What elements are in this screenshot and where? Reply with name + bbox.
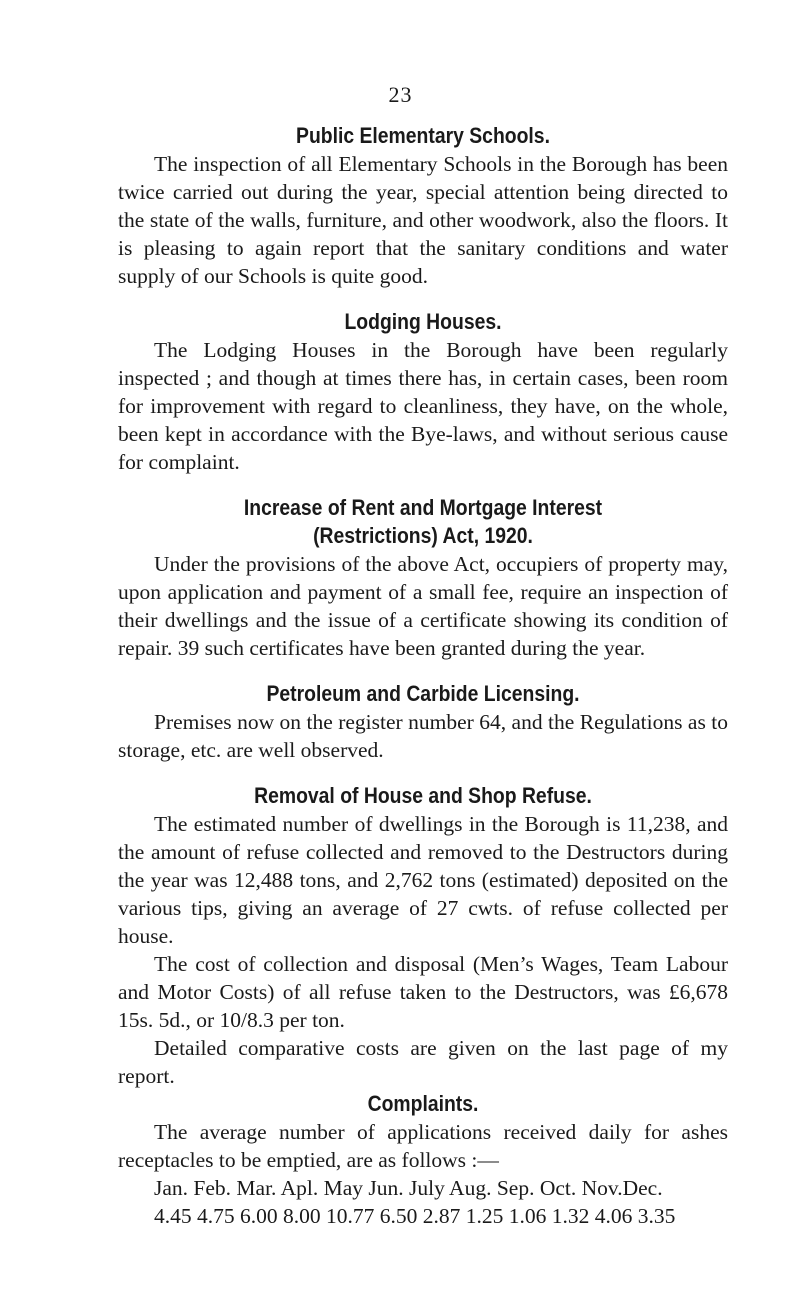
section-title-refuse: Removal of House and Shop Refuse. <box>254 783 592 808</box>
paragraph-schools: The inspection of all Elementary Schools in the Borough has been twice carried out during the year, special attention being directed to the state of the walls, furniture, and other woodwork, also the floors. It is pleasing to again report that the sanitary conditions and water supply of our Schools is quite good. <box>118 152 728 288</box>
complaints-values-row: 4.45 4.75 6.00 8.00 10.77 6.50 2.87 1.25 1.06 1.32 4.06 3.35 <box>154 1204 676 1228</box>
section-title-rent-act-line2: (Restrictions) Act, 1920. <box>313 523 533 548</box>
paragraph-refuse-2: The cost of collection and disposal (Men’s Wages, Team Labour and Motor Costs) of all refuse taken to the Destructors, was £6,678 15s. 5d., or 10/8.3 per ton. <box>118 952 728 1032</box>
complaints-months-row: Jan. Feb. Mar. Apl. May Jun. July Aug. Sep. Oct. Nov.Dec. <box>154 1176 663 1200</box>
section-title-lodging: Lodging Houses. <box>344 309 502 334</box>
document-body <box>118 122 728 1230</box>
section-title-petroleum: Petroleum and Carbide Licensing. <box>266 681 580 706</box>
section-title-rent-act: Increase of Rent and Mortgage Interest <box>243 495 603 520</box>
paragraph-refuse-1: The estimated number of dwellings in the Borough is 11,238, and the amount of refuse collected and removed to the Destructors during the year was 12,488 tons, and 2,762 tons (estimated) deposited on the various tips, giving an average of 27 cwts. of refuse collected per house. <box>118 812 728 948</box>
paragraph-petroleum: Premises now on the register number 64, and the Regulations as to storage, etc. are well observed. <box>118 710 728 762</box>
paragraph-rent-act: Under the provisions of the above Act, occupiers of property may, upon application and payment of a small fee, require an inspection of their dwellings and the issue of a certificate showing its condition of repair. 39 such certificates have been granted during the year. <box>118 552 728 660</box>
page-number: 23 <box>388 82 413 107</box>
section-title-schools: Public Elementary Schools. <box>296 123 550 148</box>
section-title-complaints: Complaints. <box>367 1091 479 1116</box>
paragraph-complaints: The average number of applications received daily for ashes receptacles to be emptied, are as follows :— <box>118 1120 728 1172</box>
paragraph-refuse-3: Detailed comparative costs are given on the last page of my report. <box>118 1036 728 1088</box>
paragraph-lodging: The Lodging Houses in the Borough have been regularly inspected ; and though at times there has, in certain cases, been room for improvement with regard to cleanliness, they have, on the whole, been kept in accordance with the Bye-laws, and without serious cause for complaint. <box>118 338 728 474</box>
